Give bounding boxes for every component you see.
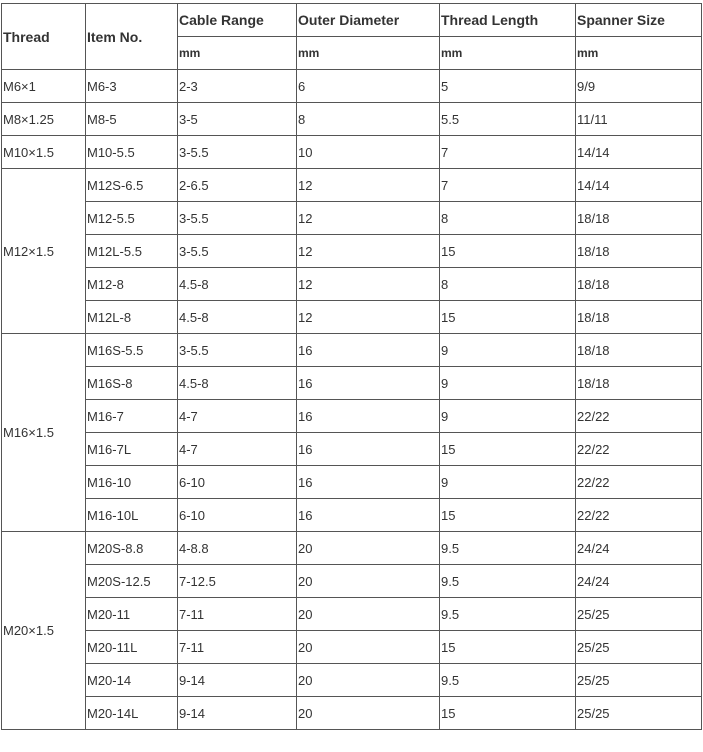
cable-range-cell: 4-8.8 bbox=[178, 532, 297, 565]
outer-diameter-cell: 8 bbox=[297, 103, 440, 136]
spanner-size-cell: 18/18 bbox=[576, 202, 702, 235]
table-row bbox=[2, 400, 702, 433]
item-no-cell: M6-3 bbox=[86, 70, 178, 103]
table-row bbox=[2, 235, 702, 268]
item-no-cell: M12-5.5 bbox=[86, 202, 178, 235]
outer-diameter-cell: 20 bbox=[297, 532, 440, 565]
outer-diameter-cell: 12 bbox=[297, 202, 440, 235]
outer-diameter-cell: 16 bbox=[297, 334, 440, 367]
thread-length-cell: 9.5 bbox=[440, 664, 576, 697]
item-no-cell: M20S-8.8 bbox=[86, 532, 178, 565]
cable-gland-spec-table bbox=[1, 3, 702, 730]
outer-diameter-cell: 12 bbox=[297, 169, 440, 202]
spanner-size-cell: 14/14 bbox=[576, 136, 702, 169]
outer-diameter-cell: 16 bbox=[297, 466, 440, 499]
table-row bbox=[2, 268, 702, 301]
item-no-cell: M16-10L bbox=[86, 499, 178, 532]
item-no-cell: M16S-5.5 bbox=[86, 334, 178, 367]
table-body bbox=[2, 70, 702, 730]
thread-length-cell: 15 bbox=[440, 697, 576, 730]
spanner-size-cell: 24/24 bbox=[576, 532, 702, 565]
thread-length-cell: 9 bbox=[440, 400, 576, 433]
thread-length-cell: 15 bbox=[440, 235, 576, 268]
spanner-size-cell: 14/14 bbox=[576, 169, 702, 202]
table-row bbox=[2, 631, 702, 664]
header-spanner-size: Spanner Size bbox=[576, 4, 702, 37]
unit-outer-diameter: mm bbox=[297, 37, 440, 70]
item-no-cell: M12L-5.5 bbox=[86, 235, 178, 268]
table-row bbox=[2, 466, 702, 499]
unit-thread-length: mm bbox=[440, 37, 576, 70]
table-row bbox=[2, 202, 702, 235]
item-no-cell: M12S-6.5 bbox=[86, 169, 178, 202]
header-cable-range: Cable Range bbox=[178, 4, 297, 37]
item-no-cell: M12L-8 bbox=[86, 301, 178, 334]
cable-range-cell: 3-5.5 bbox=[178, 202, 297, 235]
outer-diameter-cell: 20 bbox=[297, 631, 440, 664]
cable-range-cell: 4-7 bbox=[178, 433, 297, 466]
thread-length-cell: 9.5 bbox=[440, 532, 576, 565]
item-no-cell: M16-10 bbox=[86, 466, 178, 499]
spanner-size-cell: 9/9 bbox=[576, 70, 702, 103]
spanner-size-cell: 24/24 bbox=[576, 565, 702, 598]
thread-cell: M8×1.25 bbox=[2, 103, 86, 136]
thread-length-cell: 15 bbox=[440, 631, 576, 664]
table-row bbox=[2, 565, 702, 598]
item-no-cell: M16S-8 bbox=[86, 367, 178, 400]
cable-range-cell: 6-10 bbox=[178, 466, 297, 499]
cable-range-cell: 3-5.5 bbox=[178, 334, 297, 367]
cable-range-cell: 7-12.5 bbox=[178, 565, 297, 598]
outer-diameter-cell: 12 bbox=[297, 268, 440, 301]
cable-range-cell: 3-5.5 bbox=[178, 235, 297, 268]
item-no-cell: M20-11L bbox=[86, 631, 178, 664]
table-row bbox=[2, 103, 702, 136]
cable-range-cell: 9-14 bbox=[178, 664, 297, 697]
outer-diameter-cell: 20 bbox=[297, 565, 440, 598]
cable-range-cell: 7-11 bbox=[178, 631, 297, 664]
thread-length-cell: 9.5 bbox=[440, 565, 576, 598]
header-outer-diameter: Outer Diameter bbox=[297, 4, 440, 37]
spanner-size-cell: 22/22 bbox=[576, 400, 702, 433]
spanner-size-cell: 18/18 bbox=[576, 334, 702, 367]
thread-length-cell: 15 bbox=[440, 499, 576, 532]
cable-range-cell: 7-11 bbox=[178, 598, 297, 631]
cable-range-cell: 2-6.5 bbox=[178, 169, 297, 202]
table-row bbox=[2, 598, 702, 631]
thread-length-cell: 5 bbox=[440, 70, 576, 103]
spanner-size-cell: 11/11 bbox=[576, 103, 702, 136]
thread-length-cell: 5.5 bbox=[440, 103, 576, 136]
thread-length-cell: 8 bbox=[440, 202, 576, 235]
outer-diameter-cell: 20 bbox=[297, 697, 440, 730]
cable-range-cell: 4.5-8 bbox=[178, 367, 297, 400]
table-row bbox=[2, 136, 702, 169]
cable-range-cell: 4.5-8 bbox=[178, 268, 297, 301]
table-row bbox=[2, 169, 702, 202]
item-no-cell: M10-5.5 bbox=[86, 136, 178, 169]
item-no-cell: M20-14L bbox=[86, 697, 178, 730]
outer-diameter-cell: 16 bbox=[297, 400, 440, 433]
cable-range-cell: 3-5.5 bbox=[178, 136, 297, 169]
thread-length-cell: 15 bbox=[440, 301, 576, 334]
outer-diameter-cell: 16 bbox=[297, 433, 440, 466]
table-row bbox=[2, 334, 702, 367]
header-item-no: Item No. bbox=[86, 4, 178, 70]
thread-cell: M12×1.5 bbox=[2, 169, 86, 334]
table-row bbox=[2, 301, 702, 334]
spanner-size-cell: 18/18 bbox=[576, 367, 702, 400]
cable-range-cell: 3-5 bbox=[178, 103, 297, 136]
header-thread-length: Thread Length bbox=[440, 4, 576, 37]
thread-cell: M20×1.5 bbox=[2, 532, 86, 730]
spanner-size-cell: 25/25 bbox=[576, 664, 702, 697]
thread-length-cell: 9 bbox=[440, 334, 576, 367]
thread-cell: M16×1.5 bbox=[2, 334, 86, 532]
header-thread: Thread bbox=[2, 4, 86, 70]
thread-length-cell: 9 bbox=[440, 466, 576, 499]
spanner-size-cell: 22/22 bbox=[576, 433, 702, 466]
cable-range-cell: 2-3 bbox=[178, 70, 297, 103]
item-no-cell: M12-8 bbox=[86, 268, 178, 301]
outer-diameter-cell: 20 bbox=[297, 598, 440, 631]
unit-cable-range: mm bbox=[178, 37, 297, 70]
item-no-cell: M16-7 bbox=[86, 400, 178, 433]
outer-diameter-cell: 20 bbox=[297, 664, 440, 697]
spanner-size-cell: 25/25 bbox=[576, 598, 702, 631]
table-row bbox=[2, 697, 702, 730]
thread-length-cell: 9 bbox=[440, 367, 576, 400]
outer-diameter-cell: 6 bbox=[297, 70, 440, 103]
table-row bbox=[2, 367, 702, 400]
table-row bbox=[2, 70, 702, 103]
thread-length-cell: 7 bbox=[440, 136, 576, 169]
spanner-size-cell: 18/18 bbox=[576, 235, 702, 268]
cable-range-cell: 4-7 bbox=[178, 400, 297, 433]
item-no-cell: M20-14 bbox=[86, 664, 178, 697]
table-row bbox=[2, 433, 702, 466]
outer-diameter-cell: 16 bbox=[297, 499, 440, 532]
thread-length-cell: 8 bbox=[440, 268, 576, 301]
outer-diameter-cell: 12 bbox=[297, 235, 440, 268]
item-no-cell: M8-5 bbox=[86, 103, 178, 136]
table-row bbox=[2, 532, 702, 565]
cable-range-cell: 9-14 bbox=[178, 697, 297, 730]
thread-cell: M10×1.5 bbox=[2, 136, 86, 169]
outer-diameter-cell: 12 bbox=[297, 301, 440, 334]
spanner-size-cell: 18/18 bbox=[576, 268, 702, 301]
spanner-size-cell: 18/18 bbox=[576, 301, 702, 334]
table-row bbox=[2, 499, 702, 532]
outer-diameter-cell: 10 bbox=[297, 136, 440, 169]
spanner-size-cell: 22/22 bbox=[576, 466, 702, 499]
cable-range-cell: 4.5-8 bbox=[178, 301, 297, 334]
thread-length-cell: 9.5 bbox=[440, 598, 576, 631]
thread-length-cell: 7 bbox=[440, 169, 576, 202]
item-no-cell: M20-11 bbox=[86, 598, 178, 631]
spanner-size-cell: 25/25 bbox=[576, 697, 702, 730]
header-row bbox=[2, 4, 702, 37]
thread-length-cell: 15 bbox=[440, 433, 576, 466]
spanner-size-cell: 25/25 bbox=[576, 631, 702, 664]
outer-diameter-cell: 16 bbox=[297, 367, 440, 400]
unit-spanner-size: mm bbox=[576, 37, 702, 70]
thread-cell: M6×1 bbox=[2, 70, 86, 103]
table-row bbox=[2, 664, 702, 697]
table-header bbox=[2, 4, 702, 70]
cable-range-cell: 6-10 bbox=[178, 499, 297, 532]
item-no-cell: M16-7L bbox=[86, 433, 178, 466]
item-no-cell: M20S-12.5 bbox=[86, 565, 178, 598]
spanner-size-cell: 22/22 bbox=[576, 499, 702, 532]
